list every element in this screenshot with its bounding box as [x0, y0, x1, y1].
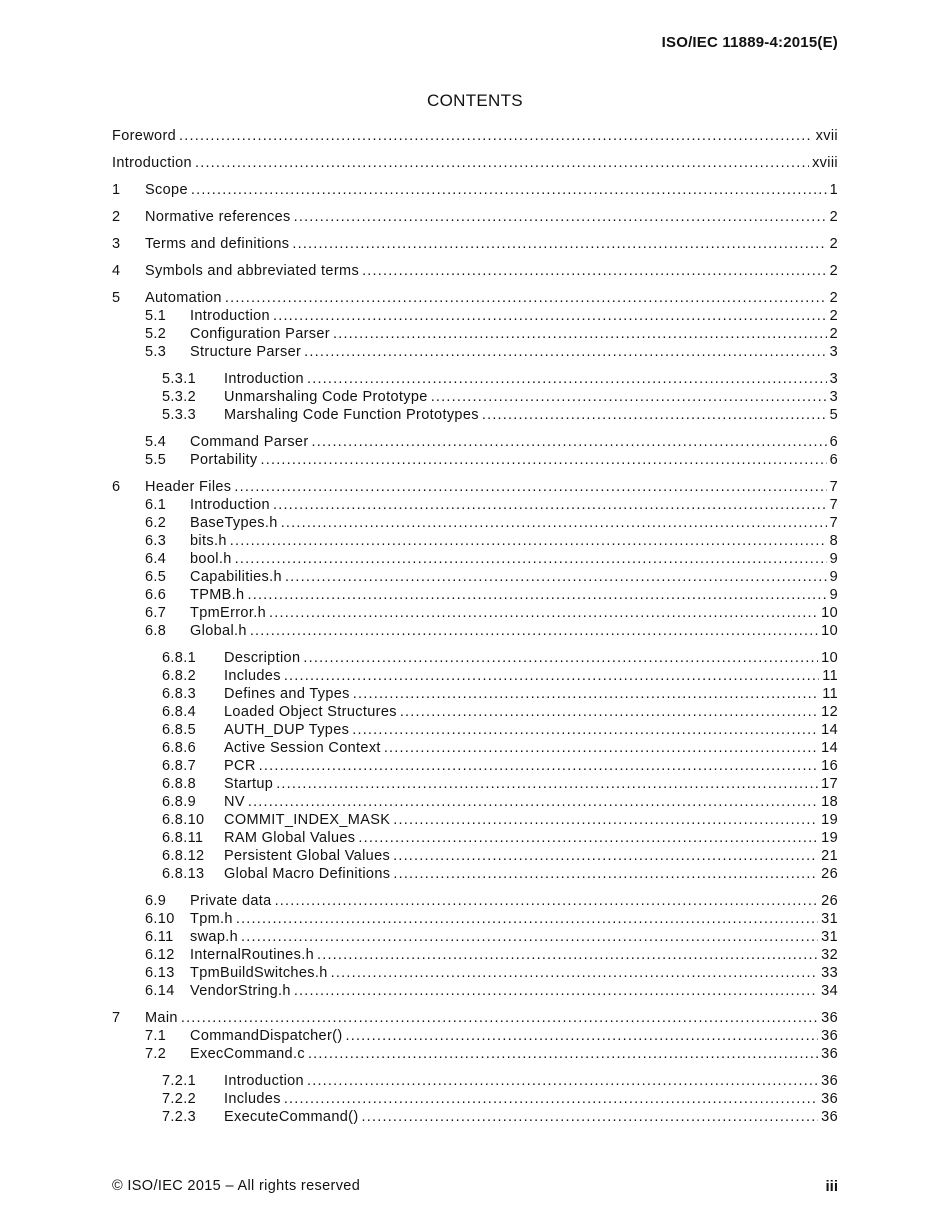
toc-entry[interactable]	[112, 1045, 838, 1063]
dot-leader	[333, 325, 827, 343]
toc-entry-page: xviii	[812, 155, 838, 171]
dot-leader	[250, 622, 818, 640]
toc-entry[interactable]	[112, 865, 838, 883]
toc-entry-number: 5.3.3	[162, 407, 196, 423]
toc-entry-title: Loaded Object Structures	[224, 704, 397, 720]
toc-entry-number: 6.5	[145, 569, 167, 585]
toc-entry-page: 19	[821, 830, 838, 846]
toc-entry-title: Unmarshaling Code Prototype	[224, 389, 428, 405]
dot-leader	[304, 343, 826, 361]
toc-entry-title: TpmBuildSwitches.h	[190, 965, 328, 981]
toc-entry[interactable]	[112, 532, 838, 550]
toc-entry-page: 3	[829, 371, 838, 387]
dot-leader	[294, 208, 827, 226]
toc-entry-page: 31	[821, 929, 838, 945]
toc-entry-page: 11	[822, 686, 838, 702]
toc-entry-number: 5.3.1	[162, 371, 196, 387]
toc-entry-title: Introduction	[190, 497, 270, 513]
toc-entry-title: Introduction	[112, 155, 192, 171]
dot-leader	[393, 811, 818, 829]
toc-entry-number: 7.1	[145, 1028, 167, 1044]
toc-entry-page: 7	[829, 479, 838, 495]
toc-entry-title: Persistent Global Values	[224, 848, 391, 864]
toc-entry-number: 5.1	[145, 308, 167, 324]
toc-entry-number: 6.9	[145, 893, 167, 909]
toc-entry-page: xvii	[815, 128, 838, 144]
toc-entry[interactable]	[112, 811, 838, 829]
dot-leader	[284, 667, 819, 685]
toc-entry-page: 17	[821, 776, 838, 792]
toc-entry[interactable]	[112, 928, 838, 946]
dot-leader	[284, 1090, 818, 1108]
toc-entry-title: InternalRoutines.h	[190, 947, 314, 963]
dot-leader	[294, 982, 818, 1000]
toc-entry-number: 6.7	[145, 605, 167, 621]
toc-entry[interactable]	[112, 586, 838, 604]
toc-entry[interactable]	[112, 181, 838, 199]
toc-entry-title: Scope	[145, 182, 188, 198]
toc-entry[interactable]	[112, 667, 838, 685]
toc-entry-number: 6.8.12	[162, 848, 205, 864]
toc-entry-number: 6.2	[145, 515, 167, 531]
toc-entry-page: 12	[821, 704, 838, 720]
dot-leader	[307, 1072, 818, 1090]
toc-entry-number: 6.8.10	[162, 812, 205, 828]
dot-leader	[308, 1045, 818, 1063]
toc-entry[interactable]	[112, 154, 838, 172]
toc-entry-page: 2	[829, 209, 838, 225]
dot-leader	[195, 154, 809, 172]
toc-entry-page: 36	[821, 1073, 838, 1089]
dot-leader	[236, 910, 818, 928]
toc-entry-title: bool.h	[190, 551, 232, 567]
toc-entry-number: 6.6	[145, 587, 167, 603]
toc-entry-page: 9	[829, 551, 838, 567]
toc-entry-page: 14	[821, 740, 838, 756]
toc-entry[interactable]	[112, 604, 838, 622]
toc-entry-number: 6.8.9	[162, 794, 196, 810]
toc-entry-number: 6.8.4	[162, 704, 196, 720]
toc-entry[interactable]	[112, 289, 838, 307]
toc-entry-title: Includes	[224, 1091, 281, 1107]
toc-entry[interactable]	[112, 739, 838, 757]
toc-entry-page: 19	[821, 812, 838, 828]
toc-entry-page: 2	[829, 263, 838, 279]
dot-leader	[181, 1009, 818, 1027]
dot-leader	[276, 775, 818, 793]
toc-entry[interactable]	[112, 514, 838, 532]
toc-entry[interactable]	[112, 1090, 838, 1108]
toc-entry-page: 10	[821, 623, 838, 639]
toc-entry-number: 4	[112, 263, 121, 279]
dot-leader	[307, 370, 827, 388]
toc-entry-title: Symbols and abbreviated terms	[145, 263, 360, 279]
toc-entry-number: 5.2	[145, 326, 167, 342]
toc-entry[interactable]	[112, 478, 838, 496]
toc-entry-title: Global Macro Definitions	[224, 866, 391, 882]
toc-entry[interactable]	[112, 1072, 838, 1090]
toc-entry-page: 32	[821, 947, 838, 963]
toc-entry-page: 21	[821, 848, 838, 864]
dot-leader	[241, 928, 818, 946]
toc-entry[interactable]	[112, 496, 838, 514]
page-number: iii	[825, 1178, 838, 1195]
toc-entry-title: Introduction	[190, 308, 270, 324]
toc-entry-page: 6	[829, 434, 838, 450]
toc-entry[interactable]	[112, 1009, 838, 1027]
dot-leader	[353, 685, 819, 703]
toc-entry-page: 7	[829, 515, 838, 531]
toc-entry-number: 5	[112, 290, 121, 306]
toc-entry[interactable]	[112, 550, 838, 568]
dot-leader	[362, 1108, 819, 1126]
toc-entry-page: 11	[822, 668, 838, 684]
toc-entry-number: 6.8.6	[162, 740, 196, 756]
dot-leader	[384, 739, 818, 757]
dot-leader	[281, 514, 827, 532]
toc-entry[interactable]	[112, 964, 838, 982]
toc-entry-title: Tpm.h	[190, 911, 233, 927]
dot-leader	[191, 181, 827, 199]
toc-entry[interactable]	[112, 721, 838, 739]
toc-entry[interactable]	[112, 1108, 838, 1126]
toc-entry[interactable]	[112, 685, 838, 703]
toc-entry-page: 31	[821, 911, 838, 927]
toc-entry[interactable]	[112, 703, 838, 721]
toc-entry-title: Structure Parser	[190, 344, 302, 360]
toc-entry-page: 26	[821, 866, 838, 882]
toc-entry-number: 5.5	[145, 452, 167, 468]
toc-entry[interactable]	[112, 793, 838, 811]
dot-leader	[261, 451, 827, 469]
toc-entry-number: 6.13	[145, 965, 175, 981]
toc-entry-title: AUTH_DUP Types	[224, 722, 350, 738]
toc-entry-number: 6.11	[145, 929, 174, 945]
dot-leader	[285, 568, 827, 586]
toc-entry[interactable]	[112, 649, 838, 667]
dot-leader	[352, 721, 818, 739]
toc-entry-number: 6.8.2	[162, 668, 196, 684]
document-id-header: ISO/IEC 11889-4:2015(E)	[661, 34, 838, 51]
copyright-notice: © ISO/IEC 2015 – All rights reserved	[112, 1178, 361, 1194]
toc-entry-title: Description	[224, 650, 301, 666]
toc-entry-title: Automation	[145, 290, 222, 306]
toc-entry-page: 1	[829, 182, 838, 198]
toc-entry-title: NV	[224, 794, 245, 810]
toc-entry-title: VendorString.h	[190, 983, 291, 999]
toc-entry-page: 2	[829, 308, 838, 324]
toc-entry-page: 36	[821, 1010, 838, 1026]
toc-entry-page: 3	[829, 344, 838, 360]
toc-entry-title: Portability	[190, 452, 258, 468]
toc-entry[interactable]	[112, 982, 838, 1000]
toc-entry-title: Marshaling Code Function Prototypes	[224, 407, 479, 423]
toc-entry-title: Terms and definitions	[145, 236, 290, 252]
toc-entry-page: 2	[829, 290, 838, 306]
toc-entry[interactable]	[112, 127, 838, 145]
dot-leader	[362, 262, 827, 280]
toc-entry-title: RAM Global Values	[224, 830, 356, 846]
toc-entry[interactable]	[112, 208, 838, 226]
toc-entry-page: 7	[829, 497, 838, 513]
toc-entry-page: 2	[829, 326, 838, 342]
toc-entry-title: Capabilities.h	[190, 569, 282, 585]
toc-entry-number: 7.2.3	[162, 1109, 196, 1125]
page-title: CONTENTS	[427, 91, 523, 110]
dot-leader	[346, 1027, 819, 1045]
toc-entry-page: 3	[829, 389, 838, 405]
toc-entry-title: bits.h	[190, 533, 227, 549]
toc-entry-title: Command Parser	[190, 434, 309, 450]
toc-entry-title: CommandDispatcher()	[190, 1028, 343, 1044]
toc-entry-page: 36	[821, 1046, 838, 1062]
toc-entry-title: Active Session Context	[224, 740, 381, 756]
toc-entry-number: 1	[112, 182, 121, 198]
toc-entry-number: 6.8.13	[162, 866, 205, 882]
dot-leader	[179, 127, 813, 145]
toc-entry-title: Normative references	[145, 209, 291, 225]
toc-entry[interactable]	[112, 433, 838, 451]
toc-entry-page: 36	[821, 1109, 838, 1125]
dot-leader	[292, 235, 826, 253]
toc-entry-number: 5.3.2	[162, 389, 196, 405]
toc-entry[interactable]	[112, 1027, 838, 1045]
dot-leader	[275, 892, 819, 910]
toc-entry-number: 6.14	[145, 983, 175, 999]
toc-entry-page: 33	[821, 965, 838, 981]
dot-leader	[247, 586, 826, 604]
toc-entry-number: 6.8.8	[162, 776, 196, 792]
toc-entry-page: 34	[821, 983, 838, 999]
toc-entry-number: 6.8.1	[162, 650, 196, 666]
toc-entry-title: ExecCommand.c	[190, 1046, 305, 1062]
dot-leader	[303, 649, 818, 667]
toc-entry[interactable]	[112, 388, 838, 406]
toc-entry-title: Defines and Types	[224, 686, 350, 702]
toc-entry-page: 14	[821, 722, 838, 738]
toc-entry-title: Header Files	[145, 479, 232, 495]
toc-entry-title: Introduction	[224, 371, 304, 387]
toc-entry[interactable]	[112, 910, 838, 928]
toc-entry-title: Foreword	[112, 128, 177, 144]
toc-entry[interactable]	[112, 892, 838, 910]
dot-leader	[230, 532, 827, 550]
toc-entry[interactable]	[112, 406, 838, 424]
toc-entry-number: 6.10	[145, 911, 175, 927]
toc-entry-number: 6.4	[145, 551, 167, 567]
toc-entry-page: 26	[821, 893, 838, 909]
dot-leader	[273, 307, 827, 325]
toc-entry-title: Introduction	[224, 1073, 304, 1089]
dot-leader	[393, 847, 818, 865]
dot-leader	[400, 703, 818, 721]
toc-entry-page: 16	[821, 758, 838, 774]
toc-entry[interactable]	[112, 829, 838, 847]
toc-entry-title: BaseTypes.h	[190, 515, 278, 531]
toc-entry-number: 6.3	[145, 533, 167, 549]
dot-leader	[431, 388, 827, 406]
toc-entry-title: PCR	[224, 758, 256, 774]
toc-entry[interactable]	[112, 325, 838, 343]
toc-entry-page: 6	[829, 452, 838, 468]
toc-entry-page: 5	[829, 407, 838, 423]
toc-entry-page: 8	[829, 533, 838, 549]
table-of-contents	[112, 118, 838, 1126]
toc-entry-page: 10	[821, 605, 838, 621]
toc-entry-number: 7.2.1	[162, 1073, 196, 1089]
toc-entry[interactable]	[112, 946, 838, 964]
toc-entry-title: ExecuteCommand()	[224, 1109, 359, 1125]
toc-entry[interactable]	[112, 847, 838, 865]
dot-leader	[482, 406, 827, 424]
toc-entry-title: TpmError.h	[190, 605, 267, 621]
dot-leader	[358, 829, 818, 847]
toc-entry-title: Main	[145, 1010, 178, 1026]
toc-entry-page: 2	[829, 236, 838, 252]
dot-leader	[259, 757, 818, 775]
toc-entry-number: 7	[112, 1010, 121, 1026]
dot-leader	[248, 793, 818, 811]
toc-entry-page: 36	[821, 1028, 838, 1044]
dot-leader	[225, 289, 827, 307]
toc-entry-title: Global.h	[190, 623, 247, 639]
dot-leader	[317, 946, 818, 964]
toc-entry[interactable]	[112, 307, 838, 325]
toc-entry-number: 6.8	[145, 623, 167, 639]
toc-entry-number: 7.2	[145, 1046, 167, 1062]
toc-entry[interactable]	[112, 775, 838, 793]
toc-entry-title: Configuration Parser	[190, 326, 330, 342]
toc-entry-page: 9	[829, 587, 838, 603]
toc-entry-number: 6.8.5	[162, 722, 196, 738]
toc-entry-title: COMMIT_INDEX_MASK	[224, 812, 391, 828]
toc-entry-number: 3	[112, 236, 121, 252]
toc-entry[interactable]	[112, 235, 838, 253]
dot-leader	[273, 496, 827, 514]
dot-leader	[393, 865, 818, 883]
toc-entry-title: Startup	[224, 776, 274, 792]
toc-entry-number: 2	[112, 209, 121, 225]
dot-leader	[312, 433, 827, 451]
toc-entry-number: 6.8.7	[162, 758, 196, 774]
toc-entry-number: 6.8.11	[162, 830, 204, 846]
toc-entry-number: 5.4	[145, 434, 167, 450]
toc-entry-page: 18	[821, 794, 838, 810]
toc-entry[interactable]	[112, 343, 838, 361]
toc-entry-page: 36	[821, 1091, 838, 1107]
toc-entry-page: 10	[821, 650, 838, 666]
dot-leader	[234, 478, 826, 496]
dot-leader	[269, 604, 818, 622]
toc-entry-number: 6	[112, 479, 121, 495]
toc-entry[interactable]	[112, 262, 838, 280]
toc-entry[interactable]	[112, 370, 838, 388]
dot-leader	[235, 550, 827, 568]
toc-entry-number: 6.1	[145, 497, 167, 513]
toc-entry-title: Private data	[190, 893, 272, 909]
toc-entry-number: 6.12	[145, 947, 175, 963]
toc-entry-number: 5.3	[145, 344, 167, 360]
toc-entry-title: swap.h	[190, 929, 239, 945]
toc-entry[interactable]	[112, 568, 838, 586]
toc-entry-title: TPMB.h	[190, 587, 245, 603]
toc-entry-page: 9	[829, 569, 838, 585]
toc-entry-number: 7.2.2	[162, 1091, 196, 1107]
toc-entry[interactable]	[112, 451, 838, 469]
toc-entry-number: 6.8.3	[162, 686, 196, 702]
toc-entry[interactable]	[112, 622, 838, 640]
toc-entry[interactable]	[112, 757, 838, 775]
toc-entry-title: Includes	[224, 668, 281, 684]
dot-leader	[331, 964, 818, 982]
